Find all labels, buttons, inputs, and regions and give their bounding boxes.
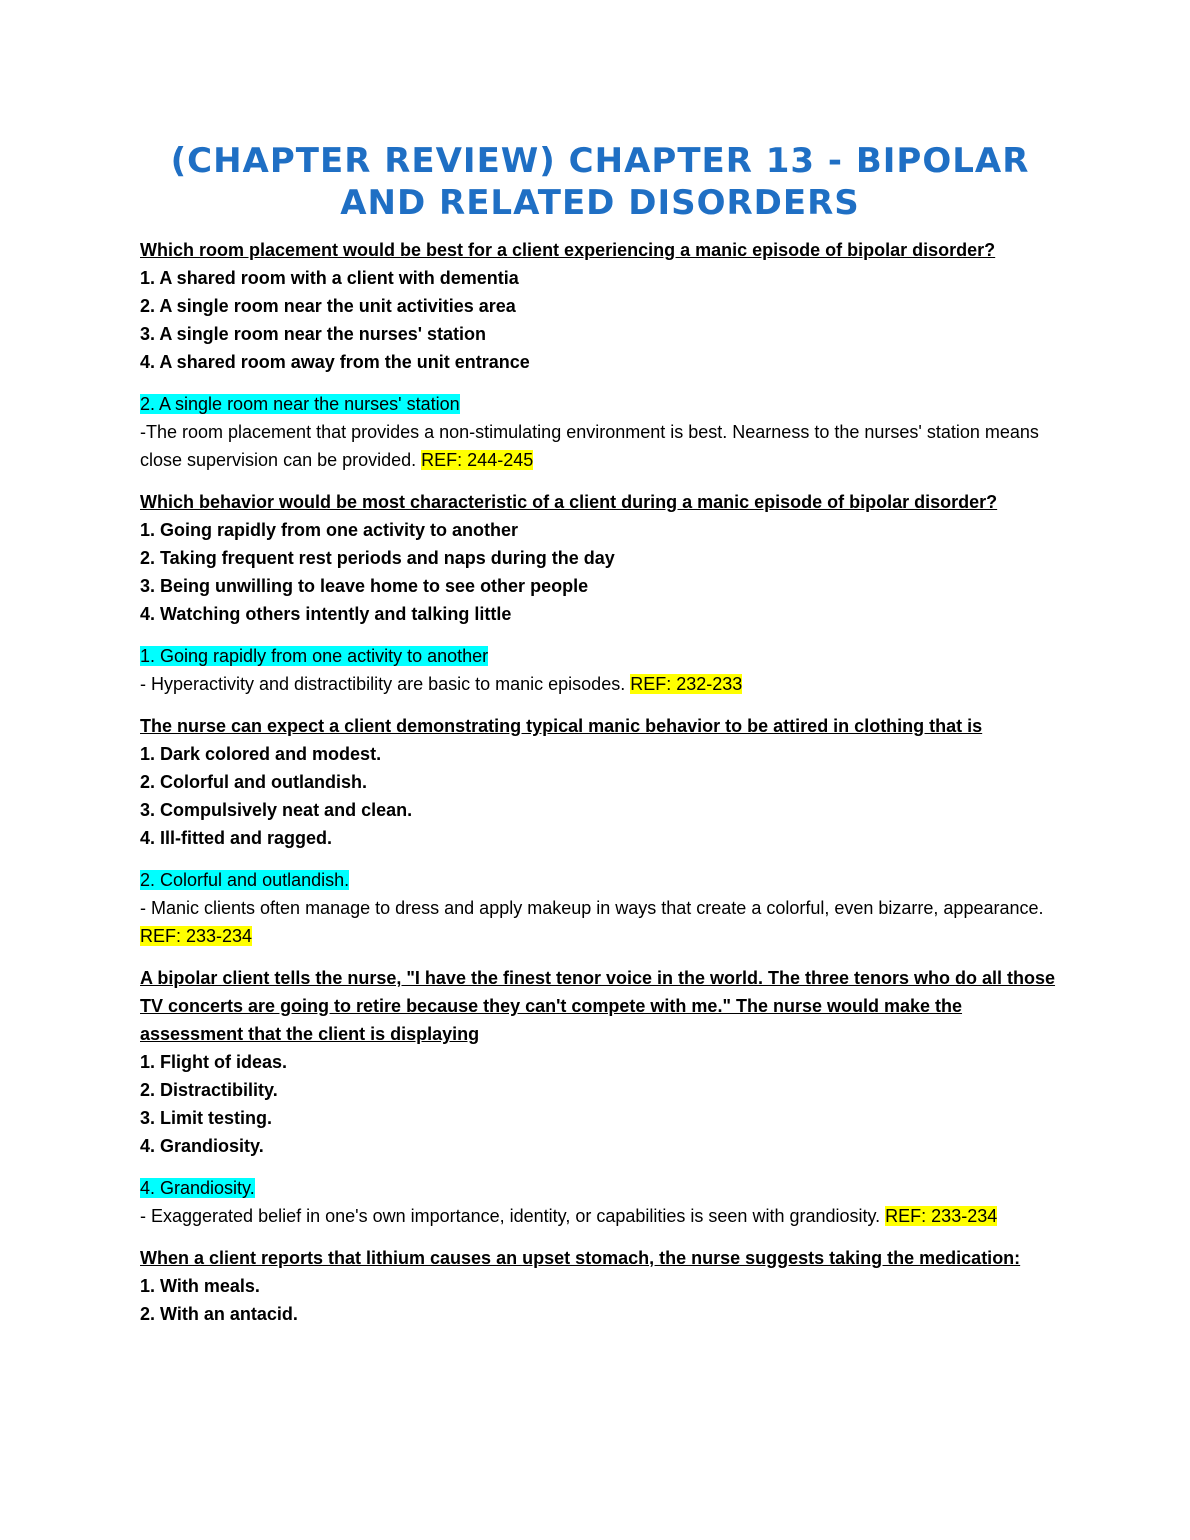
question-block: [140, 964, 1060, 1160]
rationale: [140, 418, 1060, 474]
answer-block: [140, 390, 1060, 474]
correct-answer: [140, 866, 1060, 894]
correct-answer-highlight: 1. Going rapidly from one activity to another: [140, 646, 489, 666]
correct-answer: [140, 390, 1060, 418]
correct-answer-highlight: 2. Colorful and outlandish.: [140, 870, 350, 890]
answer-option: 3. Limit testing.: [140, 1108, 273, 1128]
question-text: Which room placement would be best for a client experiencing a manic episode of bipolar disorder?: [140, 240, 996, 260]
title-line-2: AND RELATED DISORDERS: [340, 183, 860, 223]
question-text: When a client reports that lithium causes an upset stomach, the nurse suggests taking the medication:: [140, 1248, 1021, 1268]
page-title: [80, 140, 1120, 236]
document-page: [140, 140, 1060, 1342]
rationale: [140, 1202, 1060, 1230]
answer-option: 4. Watching others intently and talking little: [140, 604, 512, 624]
answer-option: 3. Being unwilling to leave home to see other people: [140, 576, 589, 596]
question-block: [140, 712, 1060, 852]
answer-option: 1. Going rapidly from one activity to another: [140, 520, 519, 540]
question-text: Which behavior would be most characteristic of a client during a manic episode of bipolar disorder?: [140, 492, 998, 512]
correct-answer-highlight: 2. A single room near the nurses' station: [140, 394, 460, 414]
question-block: [140, 1244, 1060, 1328]
answer-block: [140, 1174, 1060, 1230]
answer-option: 1. Flight of ideas.: [140, 1052, 288, 1072]
answer-block: [140, 642, 1060, 698]
answer-option: 3. Compulsively neat and clean.: [140, 800, 413, 820]
question-block: [140, 488, 1060, 628]
rationale: [140, 670, 1060, 698]
correct-answer: [140, 1174, 1060, 1202]
answer-option: 4. Ill-fitted and ragged.: [140, 828, 333, 848]
correct-answer-highlight: 4. Grandiosity.: [140, 1178, 255, 1198]
answer-option: 2. Taking frequent rest periods and naps during the day: [140, 548, 615, 568]
rationale-text: - Manic clients often manage to dress and apply makeup in ways that create a colorful, even bizarre, appearance.: [140, 898, 1044, 918]
correct-answer: [140, 642, 1060, 670]
answer-block: [140, 866, 1060, 950]
rationale-text: - Exaggerated belief in one's own importance, identity, or capabilities is seen with grandiosity.: [140, 1206, 886, 1226]
answer-option: 3. A single room near the nurses' station: [140, 324, 487, 344]
page-reference: REF: 232-233: [630, 674, 743, 694]
answer-option: 1. Dark colored and modest.: [140, 744, 382, 764]
answer-option: 4. A shared room away from the unit entrance: [140, 352, 530, 372]
answer-option: 2. Colorful and outlandish.: [140, 772, 367, 792]
answer-option: 2. A single room near the unit activities area: [140, 296, 516, 316]
answer-option: 1. A shared room with a client with dementia: [140, 268, 519, 288]
answer-option: 2. With an antacid.: [140, 1304, 298, 1324]
page-reference: REF: 233-234: [140, 926, 253, 946]
answer-option: 4. Grandiosity.: [140, 1136, 264, 1156]
rationale: [140, 894, 1060, 950]
answer-option: 2. Distractibility.: [140, 1080, 278, 1100]
answer-option: 1. With meals.: [140, 1276, 260, 1296]
title-line-1: (CHAPTER REVIEW) CHAPTER 13 - BIPOLAR: [170, 141, 1030, 181]
question-block: [140, 236, 1060, 376]
rationale-text: - Hyperactivity and distractibility are basic to manic episodes.: [140, 674, 631, 694]
page-reference: REF: 233-234: [885, 1206, 998, 1226]
question-text: The nurse can expect a client demonstrating typical manic behavior to be attired in clothing that is: [140, 716, 983, 736]
rationale-text: -The room placement that provides a non-stimulating environment is best. Nearness to the nurses' station means close supervision can be provided.: [140, 422, 1039, 470]
page-reference: REF: 244-245: [421, 450, 534, 470]
question-text: A bipolar client tells the nurse, "I have the finest tenor voice in the world. The three tenors who do all those TV concerts are going to retire because they can't compete with me." The nurse would make the assessment that the client is displaying: [140, 968, 1056, 1044]
